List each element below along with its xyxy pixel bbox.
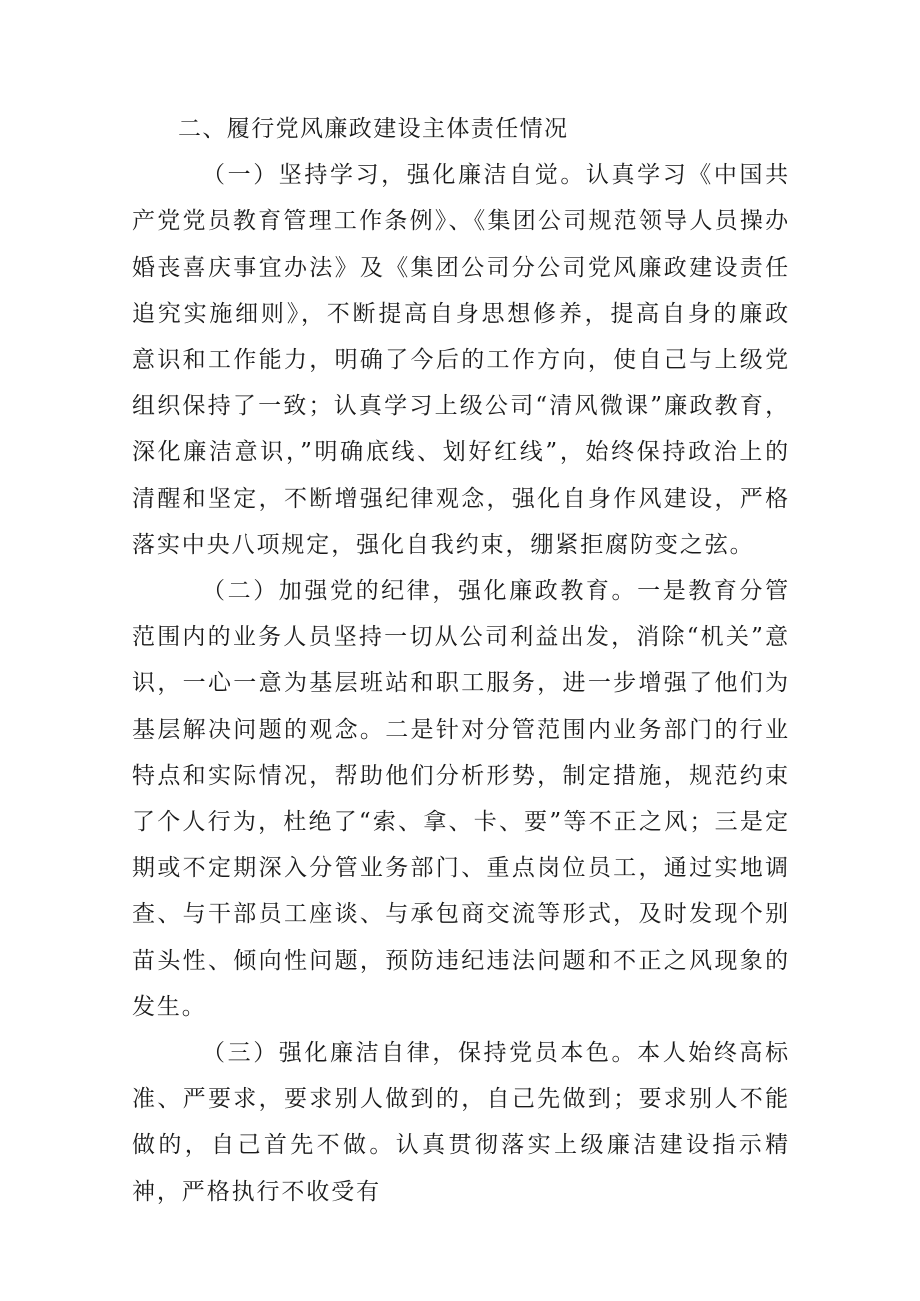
paragraph-2: （二）加强党的纪律，强化廉政教育。一是教育分管范围内的业务人员坚持一切从公司利益出发，消除“机关”意识，一心一意为基层班站和职工服务，进一步增强了他们为基层解决问题的观念。二是针对分管范围内业务部门的行业特点和实际情况，帮助他们分析形势，制定措施，规范约束了个人行为，杜绝了“索、拿、卡、要”等不正之风；三是定期或不定期深入分管业务部门、重点岗位员工，通过实地调查、与干部员工座谈、与承包商交流等形式，及时发现个别苗头性、倾向性问题，预防违纪违法问题和不正之风现象的发生。 [132,578,790,1020]
section-heading: 二、履行党风廉政建设主体责任情况 [178,116,569,142]
paragraph-1: （一）坚持学习，强化廉洁自觉。认真学习《中国共产党党员教育管理工作条例》、《集团公司规范领导人员操办婚丧喜庆事宜办法》及《集团公司分公司党风廉政建设责任追究实施细则》，不断提高自身思想修养，提高自身的廉政意识和工作能力，明确了今后的工作方向，使自己与上级党组织保持了一致；认真学习上级公司“清风微课”廉政教育，深化廉洁意识，”明确底线、划好红线”，始终保持政治上的清醒和坚定，不断增强纪律观念，强化自身作风建设，严格落实中央八项规定，强化自我约束，绷紧拒腐防变之弦。 [132,162,790,558]
paragraph-3: （三）强化廉洁自律，保持党员本色。本人始终高标准、严要求，要求别人做到的，自己先做到；要求别人不能做的，自己首先不做。认真贯彻落实上级廉洁建设指示精神，严格执行不收受有 [132,1040,790,1205]
document-body [132,106,790,1215]
